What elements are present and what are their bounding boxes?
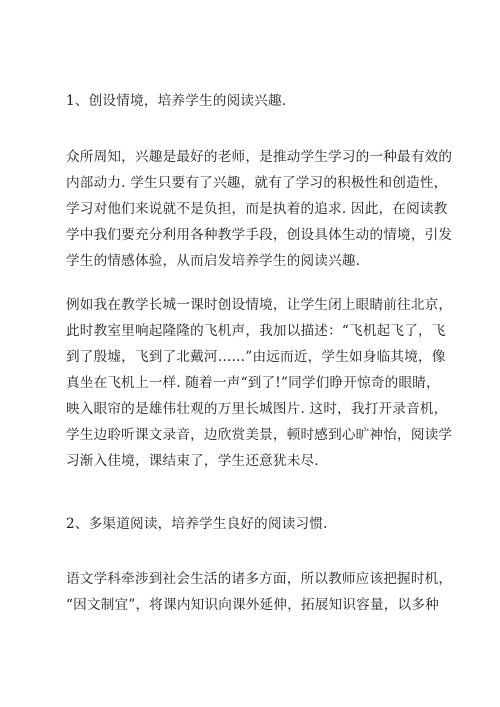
paragraph-2-line-6: 学生边聆听课文录音，边欣赏美景，顿时感到心旷神怡，阅读学 xyxy=(66,427,453,443)
section-heading-1: 1、创设情境，培养学生的阅读兴趣. xyxy=(66,93,287,109)
paragraph-3-line-2: “因文制宜”，将课内知识向课外延伸，拓展知识容量，以多种 xyxy=(66,597,439,613)
paragraph-2-line-4: 真坐在飞机上一样. 随着一声“到了!”同学们睁开惊奇的眼睛， xyxy=(66,375,440,391)
paragraph-1-line-1: 众所周知，兴趣是最好的老师，是推动学生学习的一种最有效的 xyxy=(66,149,453,165)
section-heading-2: 2、多渠道阅读，培养学生良好的阅读习惯. xyxy=(66,516,328,532)
paragraph-3-line-1: 语文学科牵涉到社会生活的诸多方面，所以教师应该把握时机， xyxy=(66,571,453,587)
paragraph-2-line-3: 到了殷墟，飞到了北戴河……”由远而近，学生如身临其境，像 xyxy=(66,349,446,365)
paragraph-2-line-5: 映入眼帘的是雄伟壮观的万里长城图片. 这时，我打开录音机， xyxy=(66,401,448,417)
paragraph-1-line-3: 学习对他们来说就不是负担，而是执着的追求. 因此，在阅读教 xyxy=(66,201,448,217)
paragraph-1-line-2: 内部动力. 学生只要有了兴趣，就有了学习的积极性和创造性， xyxy=(66,175,448,191)
paragraph-2-line-1: 例如我在教学长城一课时创设情境，让学生闭上眼睛前往北京， xyxy=(66,297,453,313)
paragraph-1-line-4: 学中我们要充分利用各种教学手段，创设具体生动的情境，引发 xyxy=(66,227,453,243)
paragraph-2-line-7: 习渐入佳境，课结束了，学生还意犹未尽. xyxy=(66,453,319,469)
paragraph-2-line-2: 此时教室里响起隆隆的飞机声，我加以描述：“飞机起飞了，飞 xyxy=(66,323,446,339)
paragraph-1-line-5: 学生的情感体验，从而启发培养学生的阅读兴趣. xyxy=(66,253,361,269)
